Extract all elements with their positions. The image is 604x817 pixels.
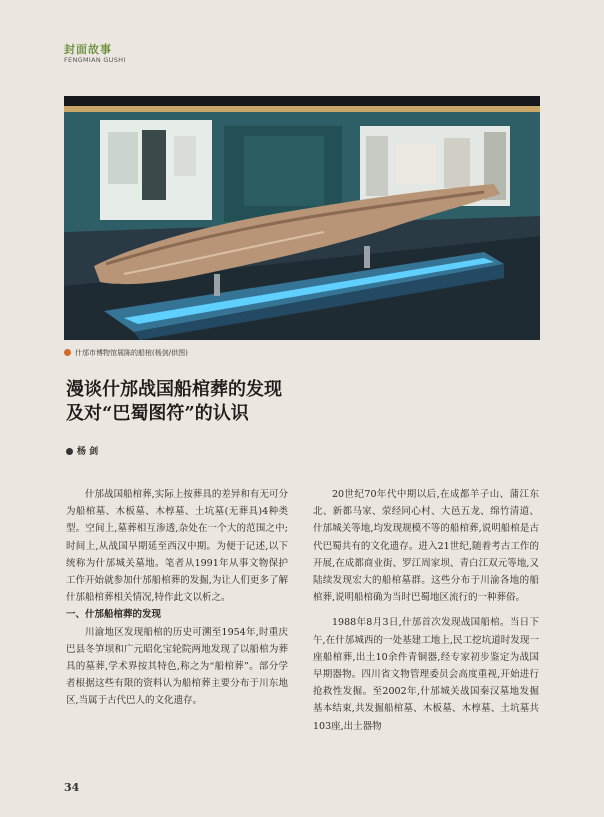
museum-photo — [64, 96, 540, 340]
section-header — [64, 44, 126, 65]
text-column-left — [66, 486, 288, 710]
paragraph: 1988年8月3日,什邡首次发现战国船棺。当日下午,在什邡城西的一处基建工地上,民工挖坑道时发现一座船棺葬,出土10余件青铜器,经专家初步鉴定为战国早期器物。四川省文物管理委员会高度重视,开始进行抢救性发掘。至2002年,什邡城关战国秦汉墓地发掘基本结束,共发掘船棺墓、木板墓、木椁墓、土坑墓共103座,出土器物 — [313, 617, 539, 732]
article-title — [66, 378, 282, 426]
paragraph: 20世纪70年代中期以后,在成都羊子山、蒲江东北、新都马家、荥经同心村、大邑五龙、绵竹清道、什邡城关等地,均发现规模不等的船棺葬,说明船棺是古代巴蜀共有的文化遗存。进入21世纪,随着考古工作的开展,在成都商业街、罗江周家坝、青白江双元等地,又陆续发现宏大的船棺墓群。这些分布于川渝各地的船棺葬,说明船棺确为当时巴蜀地区流行的一种葬俗。 — [313, 489, 539, 604]
caption-text: 什邡市博物馆展陈的船棺(杨剑/供图) — [75, 349, 188, 357]
boat-coffin-illustration — [64, 96, 540, 340]
section-title: 封面故事 — [64, 43, 112, 56]
author-name: 杨 剑 — [77, 447, 99, 457]
bullet-icon — [66, 448, 73, 455]
paragraph: 什邡战国船棺葬,实际上按葬具的差异和有无可分为船棺墓、木板墓、木椁墓、土坑墓(无葬具)4种类型。空间上,墓葬相互渗透,杂处在一个大的范围之中;时间上,从战国早期延至西汉中期。为便于记述,以下统称为什邡城关墓地。笔者从1991年从事文物保护工作开始就参加什邡船棺葬的发掘,为让人们更多了解什邡船棺葬相关情况,特作此文以析之。 — [66, 489, 288, 604]
bullet-icon — [64, 349, 71, 356]
paragraph: 川渝地区发现船棺的历史可溯至1954年,时重庆巴县冬笋坝和广元昭化宝轮院两地发现了以船棺为葬具的墓葬,学术界按其特色,称之为“船棺葬”。部分学者根据这些有限的资料认为船棺葬主要分布于川东地区,当属于古代巴人的文化遗存。 — [66, 626, 288, 707]
title-line-1: 漫谈什邡战国船棺葬的发现 — [66, 379, 282, 400]
page-number: 34 — [64, 781, 80, 794]
title-line-2: 及对“巴蜀图符”的认识 — [66, 403, 249, 424]
section-heading: 一、什邡船棺葬的发现 — [66, 609, 162, 621]
photo-caption — [64, 348, 188, 358]
section-pinyin: FENGMIAN GUSHI — [64, 56, 126, 64]
author-line — [66, 444, 98, 457]
text-column-right — [313, 486, 539, 735]
